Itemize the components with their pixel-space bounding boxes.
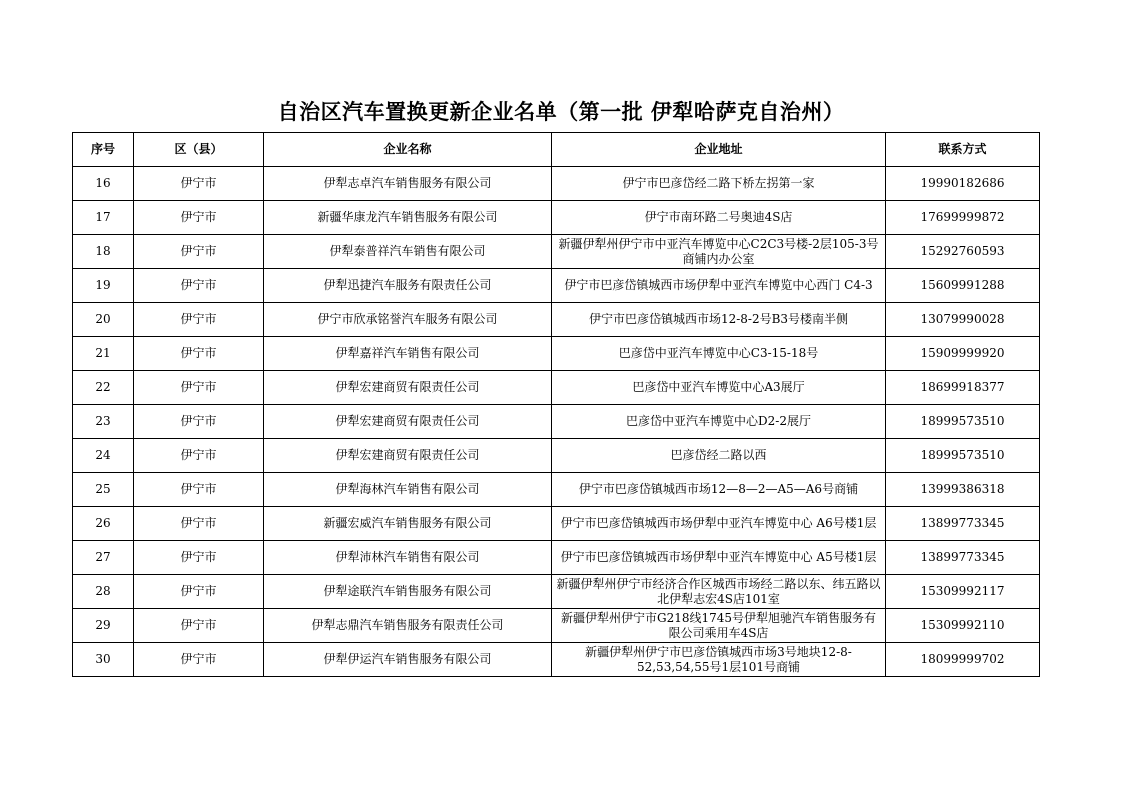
cell-company-name: 伊犁志鼎汽车销售服务有限责任公司 xyxy=(264,609,552,643)
cell-company-address: 伊宁市巴彦岱镇城西市场伊犁中亚汽车博览中心 A6号楼1层 xyxy=(552,507,886,541)
cell-company-address: 伊宁市巴彦岱镇城西市场12—8—2—A5—A6号商铺 xyxy=(552,473,886,507)
cell-company-address: 伊宁市巴彦岱镇城西市场伊犁中亚汽车博览中心西门 C4-3 xyxy=(552,269,886,303)
cell-district: 伊宁市 xyxy=(134,371,264,405)
cell-district: 伊宁市 xyxy=(134,609,264,643)
cell-district: 伊宁市 xyxy=(134,303,264,337)
cell-serial-number: 20 xyxy=(73,303,134,337)
cell-serial-number: 26 xyxy=(73,507,134,541)
cell-company-name: 新疆华康龙汽车销售服务有限公司 xyxy=(264,201,552,235)
cell-district: 伊宁市 xyxy=(134,167,264,201)
cell-district: 伊宁市 xyxy=(134,269,264,303)
cell-contact: 13899773345 xyxy=(886,541,1040,575)
cell-district: 伊宁市 xyxy=(134,201,264,235)
cell-serial-number: 16 xyxy=(73,167,134,201)
cell-contact: 15309992117 xyxy=(886,575,1040,609)
cell-district: 伊宁市 xyxy=(134,541,264,575)
table-row xyxy=(73,167,1040,201)
cell-company-name: 伊犁泰普祥汽车销售有限公司 xyxy=(264,235,552,269)
cell-contact: 13079990028 xyxy=(886,303,1040,337)
cell-contact: 18699918377 xyxy=(886,371,1040,405)
cell-company-name: 伊犁嘉祥汽车销售有限公司 xyxy=(264,337,552,371)
cell-serial-number: 18 xyxy=(73,235,134,269)
cell-company-name: 伊犁沛林汽车销售有限公司 xyxy=(264,541,552,575)
table-row xyxy=(73,303,1040,337)
cell-company-name: 伊犁海林汽车销售有限公司 xyxy=(264,473,552,507)
cell-contact: 18999573510 xyxy=(886,405,1040,439)
cell-company-address: 伊宁市巴彦岱经二路下桥左拐第一家 xyxy=(552,167,886,201)
cell-serial-number: 30 xyxy=(73,643,134,677)
cell-company-address: 新疆伊犁州伊宁市巴彦岱镇城西市场3号地块12-8-52,53,54,55号1层101号商铺 xyxy=(552,643,886,677)
enterprise-table xyxy=(72,132,1040,677)
cell-company-name: 伊犁宏建商贸有限责任公司 xyxy=(264,371,552,405)
cell-serial-number: 19 xyxy=(73,269,134,303)
cell-district: 伊宁市 xyxy=(134,405,264,439)
page-title: 自治区汽车置换更新企业名单（第一批 伊犁哈萨克自治州） xyxy=(277,100,845,124)
cell-contact: 18099999702 xyxy=(886,643,1040,677)
cell-serial-number: 25 xyxy=(73,473,134,507)
cell-serial-number: 29 xyxy=(73,609,134,643)
cell-contact: 18999573510 xyxy=(886,439,1040,473)
cell-company-name: 伊犁宏建商贸有限责任公司 xyxy=(264,405,552,439)
cell-district: 伊宁市 xyxy=(134,439,264,473)
cell-district: 伊宁市 xyxy=(134,575,264,609)
cell-company-address: 巴彦岱经二路以西 xyxy=(552,439,886,473)
cell-serial-number: 28 xyxy=(73,575,134,609)
cell-serial-number: 22 xyxy=(73,371,134,405)
header-serial-number: 序号 xyxy=(73,133,134,167)
cell-serial-number: 27 xyxy=(73,541,134,575)
header-district: 区（县） xyxy=(134,133,264,167)
cell-contact: 13899773345 xyxy=(886,507,1040,541)
cell-serial-number: 17 xyxy=(73,201,134,235)
cell-company-address: 新疆伊犁州伊宁市中亚汽车博览中心C2C3号楼-2层105-3号商铺内办公室 xyxy=(552,235,886,269)
cell-serial-number: 21 xyxy=(73,337,134,371)
cell-district: 伊宁市 xyxy=(134,337,264,371)
cell-company-name: 伊犁途联汽车销售服务有限公司 xyxy=(264,575,552,609)
table-row xyxy=(73,439,1040,473)
cell-company-name: 新疆宏威汽车销售服务有限公司 xyxy=(264,507,552,541)
table-row xyxy=(73,269,1040,303)
table-header-row xyxy=(73,133,1040,167)
cell-company-address: 巴彦岱中亚汽车博览中心D2-2展厅 xyxy=(552,405,886,439)
cell-district: 伊宁市 xyxy=(134,473,264,507)
cell-district: 伊宁市 xyxy=(134,643,264,677)
cell-company-address: 伊宁市巴彦岱镇城西市场伊犁中亚汽车博览中心 A5号楼1层 xyxy=(552,541,886,575)
header-company-address: 企业地址 xyxy=(552,133,886,167)
table-row xyxy=(73,405,1040,439)
cell-company-name: 伊犁迅捷汽车服务有限责任公司 xyxy=(264,269,552,303)
cell-contact: 13999386318 xyxy=(886,473,1040,507)
cell-company-name: 伊犁志卓汽车销售服务有限公司 xyxy=(264,167,552,201)
cell-company-address: 巴彦岱中亚汽车博览中心A3展厅 xyxy=(552,371,886,405)
cell-contact: 15292760593 xyxy=(886,235,1040,269)
cell-serial-number: 24 xyxy=(73,439,134,473)
cell-company-address: 巴彦岱中亚汽车博览中心C3-15-18号 xyxy=(552,337,886,371)
cell-company-address: 新疆伊犁州伊宁市G218线1745号伊犁旭驰汽车销售服务有限公司乘用车4S店 xyxy=(552,609,886,643)
table-row xyxy=(73,643,1040,677)
table-row xyxy=(73,371,1040,405)
cell-contact: 15909999920 xyxy=(886,337,1040,371)
cell-district: 伊宁市 xyxy=(134,235,264,269)
cell-serial-number: 23 xyxy=(73,405,134,439)
table-row xyxy=(73,201,1040,235)
cell-contact: 19990182686 xyxy=(886,167,1040,201)
cell-district: 伊宁市 xyxy=(134,507,264,541)
table-row xyxy=(73,235,1040,269)
cell-company-address: 伊宁市巴彦岱镇城西市场12-8-2号B3号楼南半侧 xyxy=(552,303,886,337)
cell-contact: 15609991288 xyxy=(886,269,1040,303)
table-row xyxy=(73,337,1040,371)
cell-company-name: 伊犁宏建商贸有限责任公司 xyxy=(264,439,552,473)
table-row xyxy=(73,507,1040,541)
table-row xyxy=(73,541,1040,575)
cell-company-address: 新疆伊犁州伊宁市经济合作区城西市场经二路以东、纬五路以北伊犁志宏4S店101室 xyxy=(552,575,886,609)
header-company-name: 企业名称 xyxy=(264,133,552,167)
table-row xyxy=(73,609,1040,643)
cell-company-name: 伊宁市欣承铭誉汽车服务有限公司 xyxy=(264,303,552,337)
cell-company-address: 伊宁市南环路二号奥迪4S店 xyxy=(552,201,886,235)
cell-company-name: 伊犁伊运汽车销售服务有限公司 xyxy=(264,643,552,677)
cell-contact: 17699999872 xyxy=(886,201,1040,235)
cell-contact: 15309992110 xyxy=(886,609,1040,643)
header-contact: 联系方式 xyxy=(886,133,1040,167)
table-row xyxy=(73,473,1040,507)
table-row xyxy=(73,575,1040,609)
